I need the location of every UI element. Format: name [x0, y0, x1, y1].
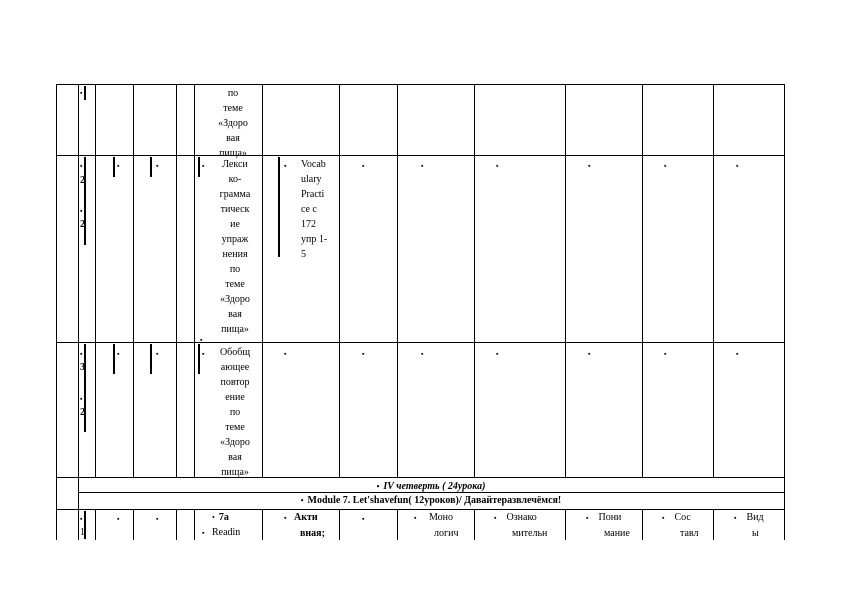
col10-text: Пони — [598, 512, 622, 523]
col-line-1 — [78, 84, 79, 540]
row1-top-border — [56, 84, 785, 85]
r4-col-line-9 — [474, 509, 475, 540]
marker-bar — [278, 157, 280, 257]
homework-line: 172 — [301, 219, 316, 230]
col6-line-b — [284, 526, 338, 541]
topic-line: вая — [228, 452, 242, 463]
col-line-12 — [713, 84, 714, 477]
homework-line: Practi — [301, 189, 325, 200]
module-heading-text: Module 7. Let'shavefun( 12уроков)/ Давайтеразвлечёмся! — [307, 495, 562, 506]
row2-number-bottom: 2 — [80, 219, 85, 230]
topic-line: «Здоро — [220, 437, 250, 448]
col9-bullet: ▪ — [494, 514, 497, 522]
row3-bullet: ▪ — [202, 350, 205, 358]
col8-line-b — [414, 526, 472, 541]
col8-bullet: ▪ — [414, 514, 417, 522]
homework-line: упр 1- — [301, 234, 328, 245]
col10-bullet: ▪ — [586, 514, 589, 522]
r4-col-line-2 — [95, 509, 96, 540]
row2-bullet: ▪ — [496, 162, 499, 170]
col10-text-b: мание — [604, 528, 630, 539]
row2-bullet: ▪ — [736, 162, 739, 170]
row2-bullet: ▪ — [421, 162, 424, 170]
marker-bar — [198, 344, 200, 374]
row4-bullet: ▪ — [362, 515, 365, 523]
row4-col6-cell — [284, 510, 338, 541]
topic-line: Лекси — [222, 159, 248, 170]
col9-line-b — [494, 526, 564, 541]
row2-topic-text — [210, 157, 260, 337]
row2-bottom-border — [56, 342, 785, 343]
col-line-6 — [262, 84, 263, 477]
col11-line — [662, 510, 712, 526]
row2-homework-text — [301, 157, 339, 262]
topic-line: Обобщ — [219, 347, 251, 358]
row2-bullet: ▪ — [156, 162, 159, 170]
row3-bullet: ▪ — [117, 350, 120, 358]
row4-col9-cell — [494, 510, 564, 541]
row2-bullet: ▪ — [200, 336, 203, 344]
row3-number-top: 3 — [80, 362, 85, 373]
row2-bullet: ▪ — [202, 162, 205, 170]
marker-bar — [150, 157, 152, 177]
lesson-code: 7а — [218, 512, 229, 523]
row3-bullet: ▪ — [664, 350, 667, 358]
row3-bullet: ▪ — [156, 350, 159, 358]
col12-text-b: ы — [752, 528, 759, 539]
homework-line: Vocab — [301, 159, 326, 170]
row1-bottom-border — [56, 155, 785, 156]
r4-col-line-12 — [713, 509, 714, 540]
col11-line-b — [662, 526, 712, 541]
row3-bottom-border — [56, 477, 785, 478]
col11-bullet: ▪ — [662, 514, 665, 522]
row4-number: 1 — [80, 527, 85, 538]
col-line-2 — [95, 84, 96, 477]
col8-text: Моно — [428, 512, 453, 523]
col12-bullet: ▪ — [734, 514, 737, 522]
homework-line: ce с — [301, 204, 317, 215]
row2-bullet: ▪ — [588, 162, 591, 170]
topic-line: по — [229, 264, 241, 275]
row2-bullet: ▪ — [80, 162, 83, 170]
r4-col-line-10 — [565, 509, 566, 540]
row4-col10-cell — [586, 510, 641, 541]
topic-line: по — [229, 407, 241, 418]
topic-line: граммa — [219, 189, 251, 200]
row2-bullet: ▪ — [284, 162, 287, 170]
row1-bullet: ▪ — [80, 89, 83, 97]
marker-bar — [113, 157, 115, 177]
row2-bullet: ▪ — [664, 162, 667, 170]
row4-lesson-cell — [202, 510, 262, 541]
topic-line: ающее — [220, 362, 250, 373]
col-line-11 — [642, 84, 643, 477]
col9-text: Ознако — [506, 512, 537, 523]
topic-line: вая — [226, 133, 240, 144]
heading-bullet-glyph: • — [376, 482, 384, 491]
col-line-0 — [56, 84, 57, 540]
topic-line: нения — [222, 249, 248, 260]
row3-bullet: ▪ — [284, 350, 287, 358]
row3-bullet: ▪ — [80, 395, 83, 403]
r4-col-line-3 — [133, 509, 134, 540]
row4-bullet: ▪ — [117, 515, 120, 523]
col9-line — [494, 510, 564, 526]
col6-text-b: вная; — [300, 528, 325, 539]
row4-bullet: ▪ — [156, 515, 159, 523]
homework-line: 5 — [301, 249, 306, 260]
row4-col12-cell — [734, 510, 782, 541]
module-heading — [78, 494, 784, 508]
row2-bullet: ▪ — [362, 162, 365, 170]
marker-bar — [84, 86, 86, 100]
topic-line: пища» — [219, 148, 247, 159]
quarter-heading — [78, 480, 784, 494]
lesson-title-bullet: ▪ — [202, 529, 205, 537]
lesson-title: Readin — [211, 527, 241, 538]
r4-col-line-11 — [642, 509, 643, 540]
row3-bullet: ▪ — [421, 350, 424, 358]
r4-col-line-8 — [397, 509, 398, 540]
row3-topic-text — [210, 345, 260, 480]
col-line-3 — [133, 84, 134, 477]
topic-line: «Здоро — [218, 118, 248, 129]
col-line-9 — [474, 84, 475, 477]
topic-line: упраж — [221, 234, 249, 245]
col9-text-b: мительн — [512, 528, 548, 539]
marker-bar — [113, 344, 115, 374]
homework-line: ulary — [301, 174, 322, 185]
lesson-title-line — [202, 525, 262, 541]
r4-col-line-4 — [176, 509, 177, 540]
row3-bullet: ▪ — [588, 350, 591, 358]
topic-line: ие — [230, 219, 240, 230]
lesson-code-line — [212, 510, 262, 525]
topic-line: теме — [223, 103, 243, 114]
row3-bullet: ▪ — [362, 350, 365, 358]
topic-line: теме — [225, 279, 245, 290]
row4-col8-cell — [414, 510, 472, 541]
topic-line: повтор — [220, 377, 250, 388]
marker-bar — [198, 157, 200, 177]
row3-bullet: ▪ — [736, 350, 739, 358]
row2-bullet: ▪ — [117, 162, 120, 170]
col12-line-b — [734, 526, 782, 541]
row3-bullet: ▪ — [496, 350, 499, 358]
topic-line: теме — [225, 422, 245, 433]
topic-line: вая — [228, 309, 242, 320]
quarter-heading-text: IV четверть ( 24урока) — [383, 481, 486, 492]
col11-text-b: тавл — [680, 528, 699, 539]
topic-line: «Здоро — [220, 294, 250, 305]
col-line-4 — [176, 84, 177, 477]
topic-line: тическ — [220, 204, 250, 215]
topic-line: пища» — [221, 467, 249, 478]
col10-line — [586, 510, 641, 526]
col-line-7 — [339, 84, 340, 477]
col12-line — [734, 510, 782, 526]
col6-text: Акти — [293, 512, 318, 523]
heading-bullet-glyph: • — [300, 496, 308, 505]
r4-col-line-5 — [194, 509, 195, 540]
lesson-bullet-glyph: • — [212, 513, 219, 522]
topic-line: ение — [225, 392, 245, 403]
r4-col-line-6 — [262, 509, 263, 540]
row3-number-bottom: 2 — [80, 407, 85, 418]
col8-text-b: логич — [434, 528, 459, 539]
topic-line: пища» — [221, 324, 249, 335]
col-line-10 — [565, 84, 566, 477]
row1-topic-text — [208, 86, 258, 161]
row3-bullet: ▪ — [80, 350, 83, 358]
row2-number-top: 2 — [80, 175, 85, 186]
r4-col-line-7 — [339, 509, 340, 540]
topic-line: ко- — [228, 174, 242, 185]
col12-text: Вид — [746, 512, 764, 523]
row2-bullet: ▪ — [80, 207, 83, 215]
col-line-8 — [397, 84, 398, 477]
col10-line-b — [586, 526, 641, 541]
col8-line — [414, 510, 472, 526]
topic-line: по — [227, 88, 239, 99]
col6-bullet: ▪ — [284, 514, 287, 522]
col-line-13 — [784, 84, 785, 540]
row4-bullet: ▪ — [80, 515, 83, 523]
col11-text: Сос — [674, 512, 691, 523]
marker-bar — [84, 157, 86, 245]
col6-line — [284, 510, 338, 526]
col-line-5 — [194, 84, 195, 477]
row4-col11-cell — [662, 510, 712, 541]
marker-bar — [150, 344, 152, 374]
